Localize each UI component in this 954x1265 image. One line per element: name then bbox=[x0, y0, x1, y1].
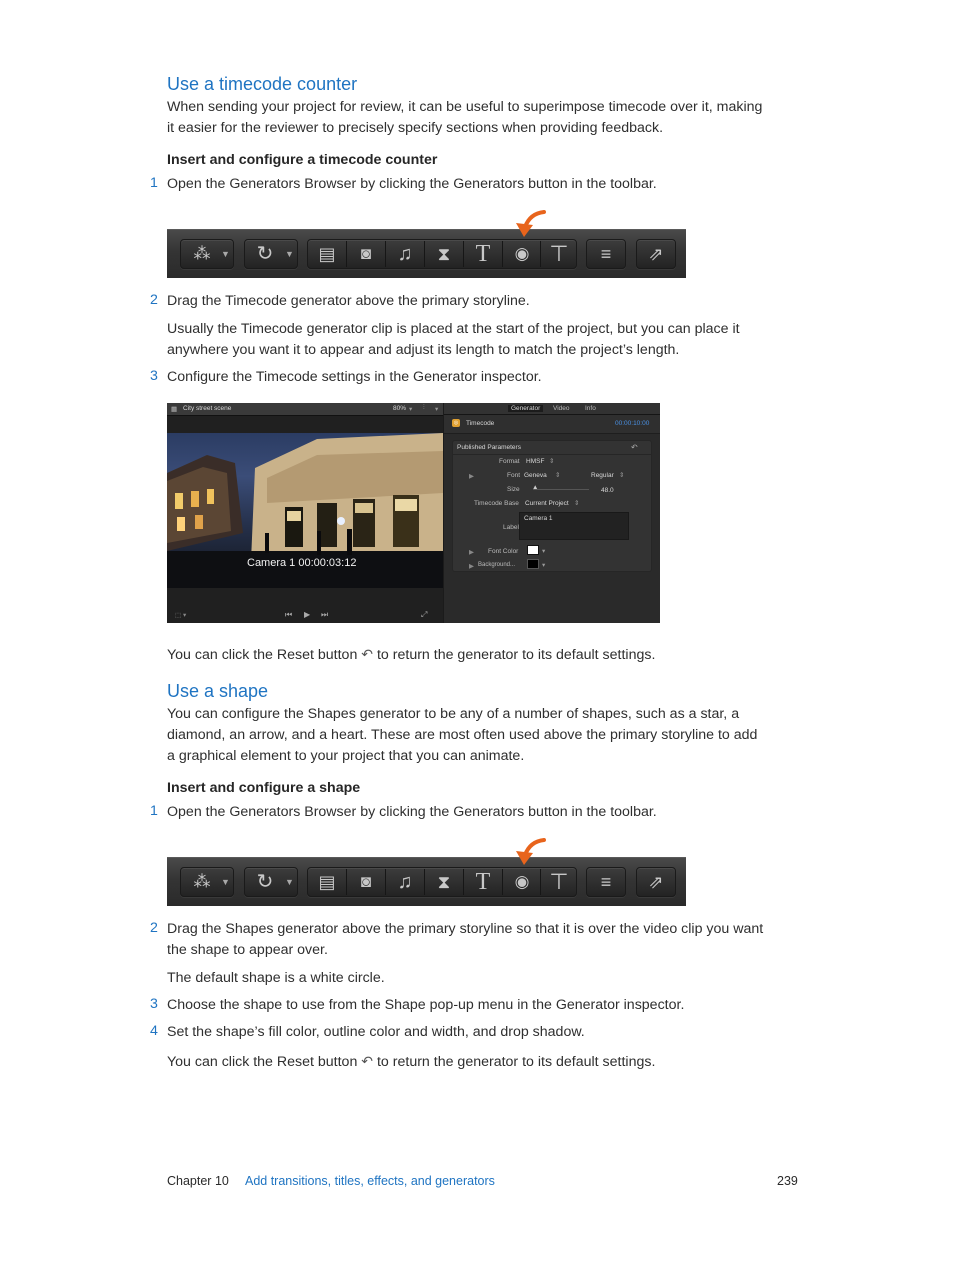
label-value: Camera 1 bbox=[524, 515, 553, 522]
font-popup[interactable]: Geneva bbox=[524, 472, 547, 479]
previous-icon[interactable]: ⏮ bbox=[285, 610, 293, 619]
media-browser-icon[interactable]: ▤ bbox=[318, 244, 336, 264]
reset-note-after: to return the generator to its default settings. bbox=[376, 647, 656, 663]
music-browser-icon[interactable]: ♫ bbox=[397, 871, 413, 893]
intro-line: diamond, an arrow, and a heart. These are most often used above the primary storyline to add bbox=[167, 727, 758, 743]
generator-icon: ◎ bbox=[453, 420, 459, 426]
popup-arrows-icon: ⇕ bbox=[555, 472, 561, 479]
step-number: 2 bbox=[150, 292, 158, 308]
param-label: Background... bbox=[478, 562, 516, 568]
section-intro-shape bbox=[167, 704, 797, 767]
intro-line: When sending your project for review, it can be useful to superimpose timecode over it, making bbox=[167, 99, 763, 115]
reset-icon: ↶ bbox=[361, 646, 374, 662]
step-line: Open the Generators Browser by clicking the Generators button in the toolbar. bbox=[167, 804, 657, 820]
step-line: Open the Generators Browser by clicking the Generators button in the toolbar. bbox=[167, 176, 657, 192]
step-line: Drag the Timecode generator above the primary storyline. bbox=[167, 293, 530, 309]
step-number: 4 bbox=[150, 1023, 158, 1039]
zoom-level[interactable]: 80% bbox=[393, 405, 407, 412]
note-line: The default shape is a white circle. bbox=[167, 970, 385, 986]
callout-arrow-icon bbox=[508, 837, 548, 867]
param-label: Label bbox=[503, 524, 519, 531]
group-title: Published Parameters bbox=[457, 444, 521, 451]
intro-line: a graphical element to your project that you can animate. bbox=[167, 748, 525, 764]
reset-note-before: You can click the Reset button bbox=[167, 1054, 358, 1070]
chevron-down-icon: ▼ bbox=[221, 249, 230, 259]
photo-browser-icon[interactable]: ◙ bbox=[360, 872, 372, 891]
share-icon: ⇗ bbox=[648, 872, 664, 892]
inspector-header bbox=[444, 415, 660, 434]
intro-line: You can configure the Shapes generator to be any of a number of shapes, such as a star, a bbox=[167, 706, 740, 722]
titles-browser-icon[interactable]: T bbox=[475, 869, 491, 895]
music-browser-icon[interactable]: ♫ bbox=[397, 243, 413, 265]
note-line: Usually the Timecode generator clip is placed at the start of the project, but you can place it bbox=[167, 321, 740, 337]
reset-icon: ↶ bbox=[361, 1053, 374, 1069]
reset-note-timecode bbox=[167, 644, 655, 666]
generators-browser-icon[interactable]: ◉ bbox=[514, 872, 530, 891]
callout-arrow-icon bbox=[508, 209, 548, 239]
task-heading-timecode: Insert and configure a timecode counter bbox=[167, 152, 438, 168]
inspector-button[interactable] bbox=[586, 867, 626, 897]
sliders-icon: ≡ bbox=[600, 244, 612, 264]
browser-button-group bbox=[307, 239, 577, 269]
clip-duration: 00:00:10:00 bbox=[615, 420, 650, 427]
generator-inspector bbox=[444, 403, 660, 623]
retime-button[interactable] bbox=[244, 239, 298, 269]
param-label: Format bbox=[499, 458, 520, 465]
titles-browser-icon[interactable]: T bbox=[475, 241, 491, 267]
step-line: Choose the shape to use from the Shape pop-up menu in the Generator inspector. bbox=[167, 997, 685, 1013]
step-line: the shape to appear over. bbox=[167, 942, 328, 958]
step-text bbox=[167, 995, 684, 1016]
magic-wand-button[interactable] bbox=[180, 867, 234, 897]
play-icon[interactable]: ▶ bbox=[304, 610, 311, 619]
reset-note-before: You can click the Reset button bbox=[167, 647, 358, 663]
share-button[interactable] bbox=[636, 867, 676, 897]
step-text bbox=[167, 1022, 585, 1043]
inspector-tabs bbox=[444, 403, 660, 415]
section-heading-timecode: Use a timecode counter bbox=[167, 74, 358, 94]
reset-note-line bbox=[167, 1051, 655, 1073]
retime-icon: ↻ bbox=[256, 243, 274, 265]
task-heading-shape: Insert and configure a shape bbox=[167, 780, 361, 796]
chevron-down-icon: ▼ bbox=[285, 249, 294, 259]
popup-arrows-icon: ⇕ bbox=[574, 500, 580, 507]
viewer-title: City street scene bbox=[183, 405, 232, 412]
disclosure-icon[interactable]: ▶ bbox=[469, 473, 474, 480]
step-text bbox=[167, 802, 657, 823]
label-text-field[interactable] bbox=[519, 512, 629, 540]
generators-browser-icon[interactable]: ◉ bbox=[514, 244, 530, 263]
note-line: anywhere you want it to appear and adjust its length to match the project’s length. bbox=[167, 342, 680, 358]
reset-note-after: to return the generator to its default settings. bbox=[376, 1054, 656, 1070]
background-color-swatch[interactable] bbox=[527, 559, 539, 569]
next-icon[interactable]: ⏭ bbox=[321, 610, 329, 619]
tab-generator[interactable]: Generator bbox=[508, 405, 543, 412]
video-frame bbox=[167, 433, 443, 588]
tab-info[interactable]: Info bbox=[585, 405, 596, 412]
step-number: 2 bbox=[150, 920, 158, 936]
step-text bbox=[167, 174, 657, 195]
size-slider[interactable] bbox=[533, 489, 589, 490]
timecode-base-popup[interactable]: Current Project bbox=[525, 500, 569, 507]
magic-wand-button[interactable] bbox=[180, 239, 234, 269]
chevron-down-icon[interactable]: ▾ bbox=[409, 406, 413, 413]
font-color-swatch[interactable] bbox=[527, 545, 539, 555]
chevron-down-icon[interactable]: ▾ bbox=[542, 562, 546, 569]
sliders-icon: ≡ bbox=[600, 872, 612, 892]
step-number: 1 bbox=[150, 803, 158, 819]
switch-icon[interactable]: ⫶ bbox=[423, 404, 425, 411]
step-text bbox=[167, 291, 530, 312]
disclosure-icon[interactable]: ▶ bbox=[469, 549, 474, 556]
step-note bbox=[167, 968, 385, 989]
reset-icon[interactable]: ↶ bbox=[631, 443, 638, 452]
step-number: 3 bbox=[150, 368, 158, 384]
retime-button[interactable] bbox=[244, 867, 298, 897]
section-heading-shape: Use a shape bbox=[167, 681, 269, 701]
popup-arrows-icon: ⇕ bbox=[619, 472, 625, 479]
step-text bbox=[167, 367, 542, 388]
step-line: Set the shape’s fill color, outline color and width, and drop shadow. bbox=[167, 1024, 585, 1040]
slider-knob-icon[interactable]: ▲ bbox=[532, 484, 539, 491]
themes-browser-icon[interactable]: ⊤ bbox=[549, 869, 569, 894]
chevron-down-icon[interactable]: ▾ bbox=[542, 548, 546, 555]
themes-browser-icon[interactable]: ⊤ bbox=[549, 241, 569, 266]
divider bbox=[453, 454, 651, 455]
chevron-down-icon: ▼ bbox=[285, 877, 294, 887]
fullscreen-icon[interactable]: ⤢ bbox=[421, 610, 428, 619]
popup-arrows-icon: ⇕ bbox=[549, 458, 555, 465]
timecode-overlay: Camera 1 00:00:03:12 bbox=[247, 557, 357, 569]
disclosure-icon[interactable]: ▶ bbox=[469, 563, 474, 570]
browser-button-group bbox=[307, 867, 577, 897]
page-number: 239 bbox=[777, 1174, 798, 1188]
reset-note-shape bbox=[167, 1051, 655, 1073]
transitions-browser-icon[interactable]: ⧗ bbox=[437, 244, 451, 264]
step-text bbox=[167, 919, 763, 961]
param-label: Font Color bbox=[488, 548, 519, 555]
intro-line: it easier for the reviewer to precisely specify sections when providing feedback. bbox=[167, 120, 664, 136]
chevron-down-icon[interactable]: ▾ bbox=[435, 406, 439, 413]
step-number: 1 bbox=[150, 175, 158, 191]
view-options-icon[interactable]: ⬚ ▾ bbox=[175, 612, 187, 619]
step-note bbox=[167, 319, 797, 361]
toolbar-image bbox=[167, 229, 686, 278]
size-value[interactable]: 48.0 bbox=[601, 487, 614, 494]
transitions-browser-icon[interactable]: ⧗ bbox=[437, 872, 451, 892]
reset-note-line bbox=[167, 644, 655, 666]
section-intro-timecode bbox=[167, 97, 797, 139]
inspector-screenshot bbox=[167, 403, 660, 623]
param-label: Timecode Base bbox=[474, 500, 519, 507]
published-parameters-panel bbox=[452, 440, 652, 572]
magic-wand-icon: ⁂ bbox=[193, 244, 211, 263]
font-style-popup[interactable]: Regular bbox=[591, 472, 614, 479]
tab-video[interactable]: Video bbox=[553, 405, 570, 412]
share-icon: ⇗ bbox=[648, 244, 664, 264]
format-popup[interactable]: HMSF bbox=[526, 458, 545, 465]
toolbar-image bbox=[167, 857, 686, 906]
retime-icon: ↻ bbox=[256, 871, 274, 893]
clip-name: Timecode bbox=[466, 420, 495, 427]
param-label: Font bbox=[507, 472, 521, 479]
step-number: 3 bbox=[150, 996, 158, 1012]
media-browser-icon[interactable]: ▤ bbox=[318, 872, 336, 892]
viewer-panel bbox=[167, 403, 443, 623]
step-line: Drag the Shapes generator above the primary storyline so that it is over the video clip you want bbox=[167, 921, 764, 937]
param-label: Size bbox=[507, 486, 520, 493]
inspector-button[interactable] bbox=[586, 239, 626, 269]
photo-browser-icon[interactable]: ◙ bbox=[360, 244, 372, 263]
share-button[interactable] bbox=[636, 239, 676, 269]
chevron-down-icon: ▼ bbox=[221, 877, 230, 887]
step-line: Configure the Timecode settings in the Generator inspector. bbox=[167, 369, 542, 385]
footer-chapter-link[interactable]: Add transitions, titles, effects, and generators bbox=[245, 1174, 495, 1188]
magic-wand-icon: ⁂ bbox=[193, 872, 211, 891]
viewer-titlebar bbox=[167, 403, 443, 416]
footer-chapter-label: Chapter 10 bbox=[167, 1174, 229, 1188]
film-icon: ▦ bbox=[171, 406, 178, 413]
